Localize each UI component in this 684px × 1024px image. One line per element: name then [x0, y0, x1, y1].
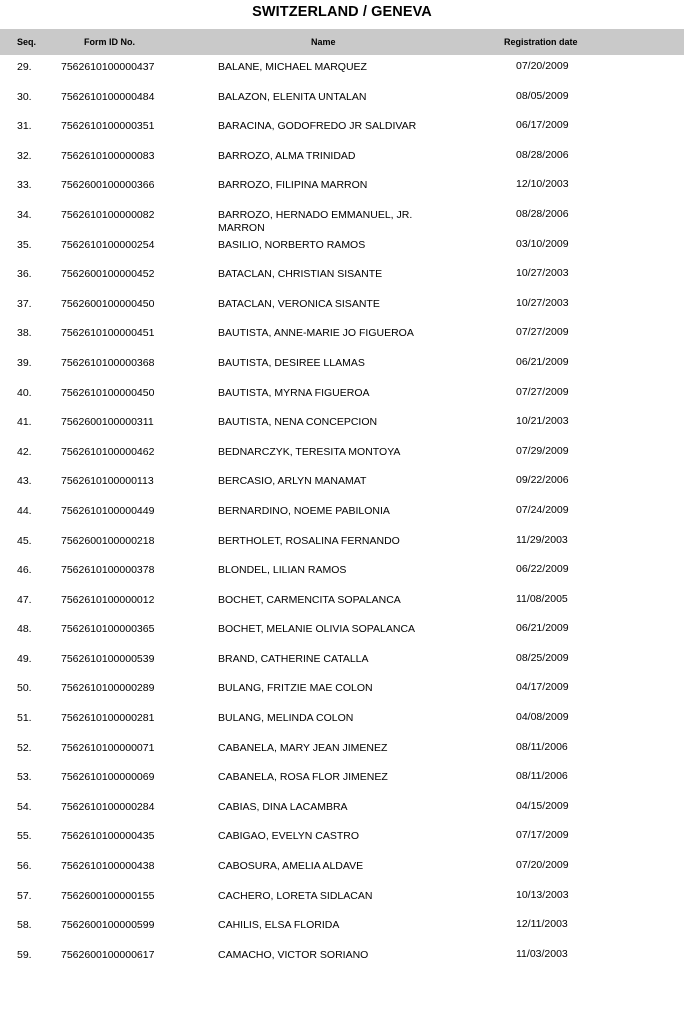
table-row: [0, 295, 684, 325]
row-form-id: 7562610100000069: [61, 771, 155, 784]
row-seq: 39.: [17, 356, 32, 369]
row-name: CABIGAO, EVELYN CASTRO: [218, 830, 360, 843]
row-name: BALANE, MICHAEL MARQUEZ: [218, 61, 367, 73]
table-row: [0, 650, 684, 680]
row-name: BERCASIO, ARLYN MANAMAT: [218, 475, 367, 488]
row-form-id: 7562610100000437: [61, 61, 155, 73]
table-row: [0, 324, 684, 354]
row-seq: 52.: [17, 741, 32, 754]
row-seq: 31.: [17, 120, 32, 133]
row-registration-date: 12/10/2003: [516, 178, 569, 191]
column-header-form-id: Form ID No.: [84, 37, 135, 47]
row-form-id: 7562610100000462: [61, 445, 155, 458]
table-row: [0, 413, 684, 443]
row-seq: 32.: [17, 149, 32, 162]
row-seq: 30.: [17, 90, 32, 103]
table-header: [0, 29, 684, 55]
table-row: [0, 946, 684, 976]
row-name: CABIAS, DINA LACAMBRA: [218, 800, 348, 813]
row-seq: 54.: [17, 800, 32, 813]
row-seq: 58.: [17, 919, 32, 932]
table-row: [0, 206, 684, 236]
row-name: BARROZO, ALMA TRINIDAD: [218, 149, 356, 162]
row-seq: 46.: [17, 564, 32, 577]
row-registration-date: 08/28/2006: [516, 148, 569, 161]
row-name: BAUTISTA, ANNE-MARIE JO FIGUEROA: [218, 327, 414, 340]
row-form-id: 7562610100000351: [61, 120, 155, 133]
row-form-id: 7562610100000539: [61, 652, 155, 665]
row-seq: 56.: [17, 860, 32, 873]
table-row: [0, 561, 684, 591]
row-form-id: 7562610100000281: [61, 712, 155, 725]
row-name: BALAZON, ELENITA UNTALAN: [218, 90, 367, 103]
row-registration-date: 11/03/2003: [516, 947, 568, 960]
row-form-id: 7562610100000378: [61, 564, 155, 577]
row-name: CACHERO, LORETA SIDLACAN: [218, 889, 373, 902]
row-name: BARROZO, FILIPINA MARRON: [218, 179, 368, 192]
row-form-id: 7562610100000284: [61, 800, 155, 813]
row-registration-date: 07/24/2009: [516, 503, 569, 516]
row-name: BAUTISTA, DESIREE LLAMAS: [218, 356, 365, 369]
row-form-id: 7562610100000365: [61, 623, 155, 636]
row-form-id: 7562600100000452: [61, 268, 155, 281]
row-form-id: 7562610100000449: [61, 504, 155, 517]
row-name: CABANELA, MARY JEAN JIMENEZ: [218, 741, 388, 754]
table-row: [0, 265, 684, 295]
table-row: [0, 354, 684, 384]
row-registration-date: 09/22/2006: [516, 474, 569, 487]
row-seq: 33.: [17, 179, 32, 192]
row-form-id: 7562610100000450: [61, 386, 155, 399]
row-form-id: 7562610100000012: [61, 593, 155, 606]
table-body: [0, 58, 684, 975]
row-form-id: 7562610100000484: [61, 90, 155, 103]
table-row: [0, 679, 684, 709]
table-row: [0, 117, 684, 147]
table-row: [0, 768, 684, 798]
table-row: [0, 798, 684, 828]
row-form-id: 7562610100000082: [61, 208, 155, 221]
row-seq: 45.: [17, 534, 32, 547]
table-row: [0, 532, 684, 562]
row-seq: 29.: [17, 61, 32, 73]
row-registration-date: 08/28/2006: [516, 207, 569, 220]
row-name: BEDNARCZYK, TERESITA MONTOYA: [218, 445, 401, 458]
row-name: CABOSURA, AMELIA ALDAVE: [218, 860, 364, 873]
row-seq: 37.: [17, 297, 32, 310]
row-name: BARACINA, GODOFREDO JR SALDIVAR: [218, 120, 417, 133]
row-name: BRAND, CATHERINE CATALLA: [218, 652, 369, 665]
row-seq: 35.: [17, 238, 32, 251]
row-seq: 36.: [17, 268, 32, 281]
table-row: [0, 502, 684, 532]
table-row: [0, 709, 684, 739]
row-form-id: 7562610100000254: [61, 238, 155, 251]
row-seq: 48.: [17, 623, 32, 636]
table-row: [0, 887, 684, 917]
row-form-id: 7562610100000451: [61, 327, 155, 340]
row-name: CAHILIS, ELSA FLORIDA: [218, 919, 340, 932]
row-name: BOCHET, MELANIE OLIVIA SOPALANCA: [218, 623, 416, 636]
row-form-id: 7562610100000368: [61, 356, 155, 369]
row-name: BATACLAN, VERONICA SISANTE: [218, 297, 380, 310]
row-seq: 59.: [17, 948, 32, 961]
row-name: BULANG, MELINDA COLON: [218, 712, 354, 725]
row-form-id: 7562600100000311: [61, 416, 154, 429]
table-row: [0, 236, 684, 266]
row-name: BATACLAN, CHRISTIAN SISANTE: [218, 268, 383, 281]
row-seq: 44.: [17, 504, 32, 517]
table-row: [0, 857, 684, 887]
row-registration-date: 07/29/2009: [516, 444, 569, 457]
row-registration-date: 04/15/2009: [516, 799, 569, 812]
row-name: BARROZO, HERNADO EMMANUEL, JR. MARRON: [218, 208, 413, 234]
table-row: [0, 176, 684, 206]
row-form-id: 7562600100000617: [61, 948, 155, 961]
row-form-id: 7562610100000289: [61, 682, 155, 695]
row-form-id: 7562600100000366: [61, 179, 155, 192]
row-name: BERTHOLET, ROSALINA FERNANDO: [218, 534, 400, 547]
table-row: [0, 443, 684, 473]
page-title: SWITZERLAND / GENEVA: [252, 4, 432, 20]
row-registration-date: 04/08/2009: [516, 711, 569, 724]
row-seq: 50.: [17, 682, 32, 695]
row-seq: 51.: [17, 712, 32, 725]
row-registration-date: 08/25/2009: [516, 651, 569, 664]
row-name: BLONDEL, LILIAN RAMOS: [218, 564, 347, 577]
row-registration-date: 11/08/2005: [516, 592, 568, 605]
row-seq: 38.: [17, 327, 32, 340]
row-registration-date: 07/20/2009: [516, 60, 569, 72]
row-name: BAUTISTA, MYRNA FIGUEROA: [218, 386, 370, 399]
row-registration-date: 08/11/2006: [516, 740, 568, 753]
row-form-id: 7562610100000071: [61, 741, 155, 754]
row-registration-date: 06/21/2009: [516, 355, 569, 368]
table-row: [0, 620, 684, 650]
table-row: [0, 827, 684, 857]
row-registration-date: 07/27/2009: [516, 326, 569, 339]
row-name: CAMACHO, VICTOR SORIANO: [218, 948, 369, 961]
table-row: [0, 147, 684, 177]
row-seq: 55.: [17, 830, 32, 843]
row-registration-date: 10/27/2003: [516, 267, 569, 280]
row-registration-date: 10/27/2003: [516, 296, 569, 309]
row-seq: 40.: [17, 386, 32, 399]
row-seq: 53.: [17, 771, 32, 784]
row-name: BULANG, FRITZIE MAE COLON: [218, 682, 373, 695]
row-form-id: 7562600100000450: [61, 297, 155, 310]
row-registration-date: 10/13/2003: [516, 888, 569, 901]
column-header-name: Name: [311, 37, 336, 47]
row-form-id: 7562610100000113: [61, 475, 154, 488]
row-form-id: 7562600100000599: [61, 919, 155, 932]
row-seq: 43.: [17, 475, 32, 488]
row-registration-date: 06/21/2009: [516, 622, 569, 635]
column-header-seq: Seq.: [17, 37, 37, 47]
row-registration-date: 06/17/2009: [516, 119, 569, 132]
row-form-id: 7562600100000155: [61, 889, 155, 902]
row-seq: 49.: [17, 652, 32, 665]
table-row: [0, 472, 684, 502]
row-registration-date: 07/27/2009: [516, 385, 569, 398]
row-form-id: 7562610100000438: [61, 860, 155, 873]
row-seq: 42.: [17, 445, 32, 458]
row-name: BASILIO, NORBERTO RAMOS: [218, 238, 366, 251]
row-form-id: 7562610100000083: [61, 149, 155, 162]
row-name: BOCHET, CARMENCITA SOPALANCA: [218, 593, 401, 606]
row-name: BERNARDINO, NOEME PABILONIA: [218, 504, 390, 517]
table-row: [0, 739, 684, 769]
row-seq: 57.: [17, 889, 32, 902]
row-registration-date: 08/11/2006: [516, 770, 568, 783]
row-form-id: 7562600100000218: [61, 534, 155, 547]
row-seq: 47.: [17, 593, 32, 606]
row-seq: 41.: [17, 416, 32, 429]
row-registration-date: 03/10/2009: [516, 237, 569, 250]
row-registration-date: 07/20/2009: [516, 859, 569, 872]
row-form-id: 7562610100000435: [61, 830, 155, 843]
row-registration-date: 06/22/2009: [516, 563, 569, 576]
row-name: BAUTISTA, NENA CONCEPCION: [218, 416, 378, 429]
table-row: [0, 384, 684, 414]
row-name: CABANELA, ROSA FLOR JIMENEZ: [218, 771, 388, 784]
table-row: [0, 591, 684, 621]
row-registration-date: 12/11/2003: [516, 918, 568, 931]
row-registration-date: 08/05/2009: [516, 89, 569, 102]
row-registration-date: 04/17/2009: [516, 681, 569, 694]
column-header-registration-date: Registration date: [504, 37, 578, 47]
row-registration-date: 10/21/2003: [516, 415, 569, 428]
table-row: [0, 58, 684, 88]
row-registration-date: 07/17/2009: [516, 829, 569, 842]
table-row: [0, 916, 684, 946]
row-registration-date: 11/29/2003: [516, 533, 568, 546]
table-row: [0, 88, 684, 118]
row-seq: 34.: [17, 208, 32, 221]
